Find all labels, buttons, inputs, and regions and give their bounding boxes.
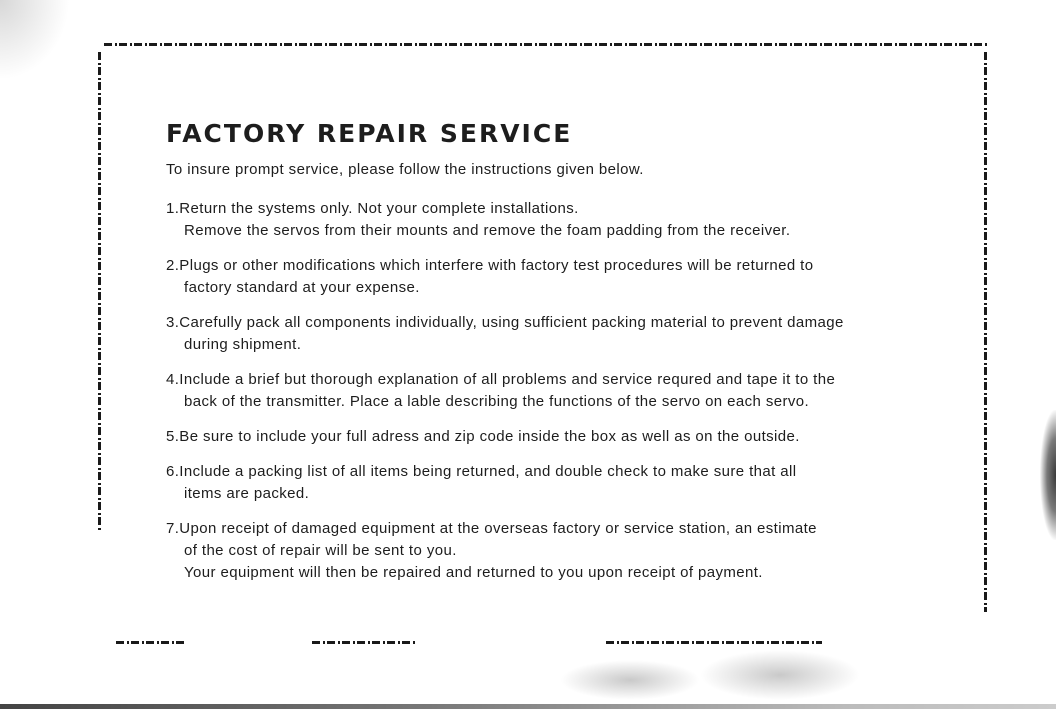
instruction-line: 3.Carefully pack all components individually, using sufficient packing material to prevent damage — [166, 314, 844, 331]
instruction-line: during shipment. — [184, 336, 302, 353]
document-title: FACTORY REPAIR SERVICE — [166, 119, 573, 148]
instruction-line: factory standard at your expense. — [184, 279, 420, 296]
instruction-line: Your equipment will then be repaired and returned to you upon receipt of payment. — [184, 564, 763, 581]
instruction-line: 7.Upon receipt of damaged equipment at the overseas factory or service station, an estimate — [166, 520, 817, 537]
paper-stain — [0, 0, 70, 80]
dashed-border-top — [104, 43, 988, 46]
page-bottom-edge — [0, 704, 1056, 709]
instruction-line: 5.Be sure to include your full adress and zip code inside the box as well as on the outside. — [166, 428, 800, 445]
dashed-border-left — [98, 52, 101, 532]
instruction-line: of the cost of repair will be sent to you. — [184, 542, 457, 559]
instruction-item-3 — [166, 312, 936, 356]
dashed-border-right — [984, 52, 987, 612]
paper-stain — [700, 650, 860, 700]
page-edge-shadow — [1040, 410, 1056, 540]
instruction-line: 4.Include a brief but thorough explanation of all problems and service requred and tape it to the — [166, 371, 836, 388]
instruction-item-1 — [166, 198, 936, 242]
instruction-line: 6.Include a packing list of all items being returned, and double check to make sure that all — [166, 463, 797, 480]
instruction-list — [166, 198, 936, 584]
repair-service-document — [166, 116, 936, 597]
dashed-border-bottom-segment — [606, 641, 822, 644]
instruction-item-4 — [166, 369, 936, 413]
instruction-line: 2.Plugs or other modifications which interfere with factory test procedures will be returned to — [166, 257, 814, 274]
instruction-line: Remove the servos from their mounts and remove the foam padding from the receiver. — [184, 222, 791, 239]
dashed-border-bottom-segment — [116, 641, 186, 644]
paper-stain — [560, 660, 700, 700]
dashed-border-bottom-segment — [312, 641, 416, 644]
instruction-item-5 — [166, 426, 936, 448]
instruction-item-2 — [166, 255, 936, 299]
instruction-line: back of the transmitter. Place a lable describing the functions of the servo on each servo. — [184, 393, 810, 410]
instruction-line: 1.Return the systems only. Not your complete installations. — [166, 200, 579, 217]
instruction-line: items are packed. — [184, 485, 310, 502]
intro-text: To insure prompt service, please follow the instructions given below. — [166, 161, 644, 178]
instruction-item-7 — [166, 518, 936, 584]
instruction-item-6 — [166, 461, 936, 505]
